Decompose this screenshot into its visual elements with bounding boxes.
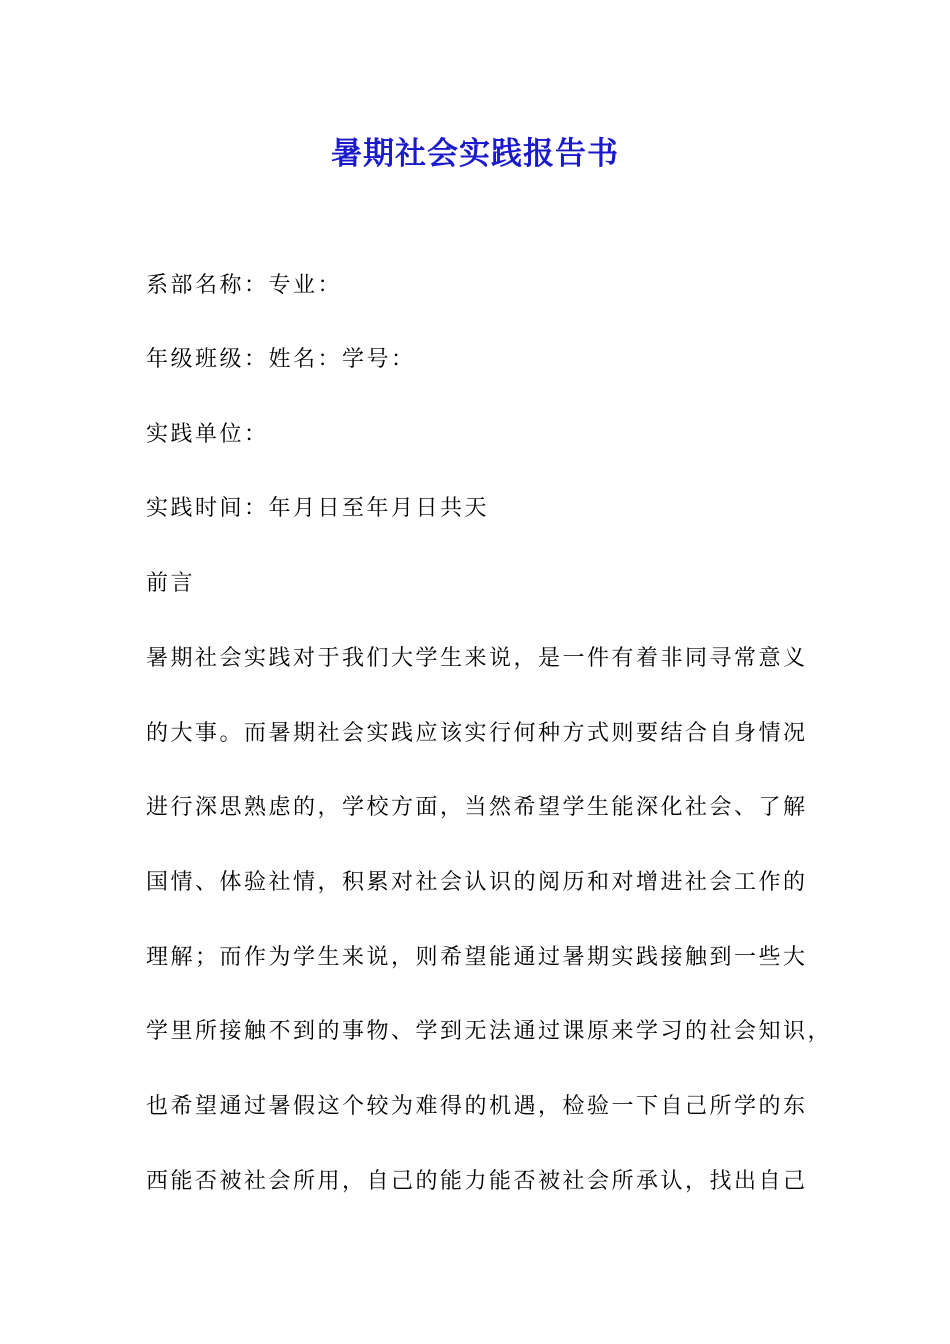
paragraph-line: 学里所接触不到的事物、学到无法通过课原来学习的社会知识， [146,1019,833,1044]
paragraph-line: 暑期社会实践对于我们大学生来说，是一件有着非同寻常意义 [146,646,808,671]
paragraph-line: 国情、体验社情，积累对社会认识的阅历和对增进社会工作的 [146,870,808,895]
practice-time-line: 实践时间：年月日至年月日共天 [146,496,490,521]
paragraph-line: 的大事。而暑期社会实践应该实行何种方式则要结合自身情况 [146,721,808,746]
paragraph-line: 西能否被社会所用，自己的能力能否被社会所承认，找出自己 [146,1169,808,1194]
department-major-line: 系部名称：专业： [146,273,343,298]
document-title: 暑期社会实践报告书 [331,136,619,172]
practice-unit-line: 实践单位： [146,422,269,447]
paragraph-line: 进行深思熟虑的，学校方面，当然希望学生能深化社会、了解 [146,795,808,820]
class-name-student-id-line: 年级班级：姓名：学号： [146,347,416,372]
paragraph-line: 理解；而作为学生来说，则希望能通过暑期实践接触到一些大 [146,945,808,970]
paragraph-line: 也希望通过暑假这个较为难得的机遇，检验一下自己所学的东 [146,1094,808,1119]
preface-heading: 前言 [146,571,196,596]
